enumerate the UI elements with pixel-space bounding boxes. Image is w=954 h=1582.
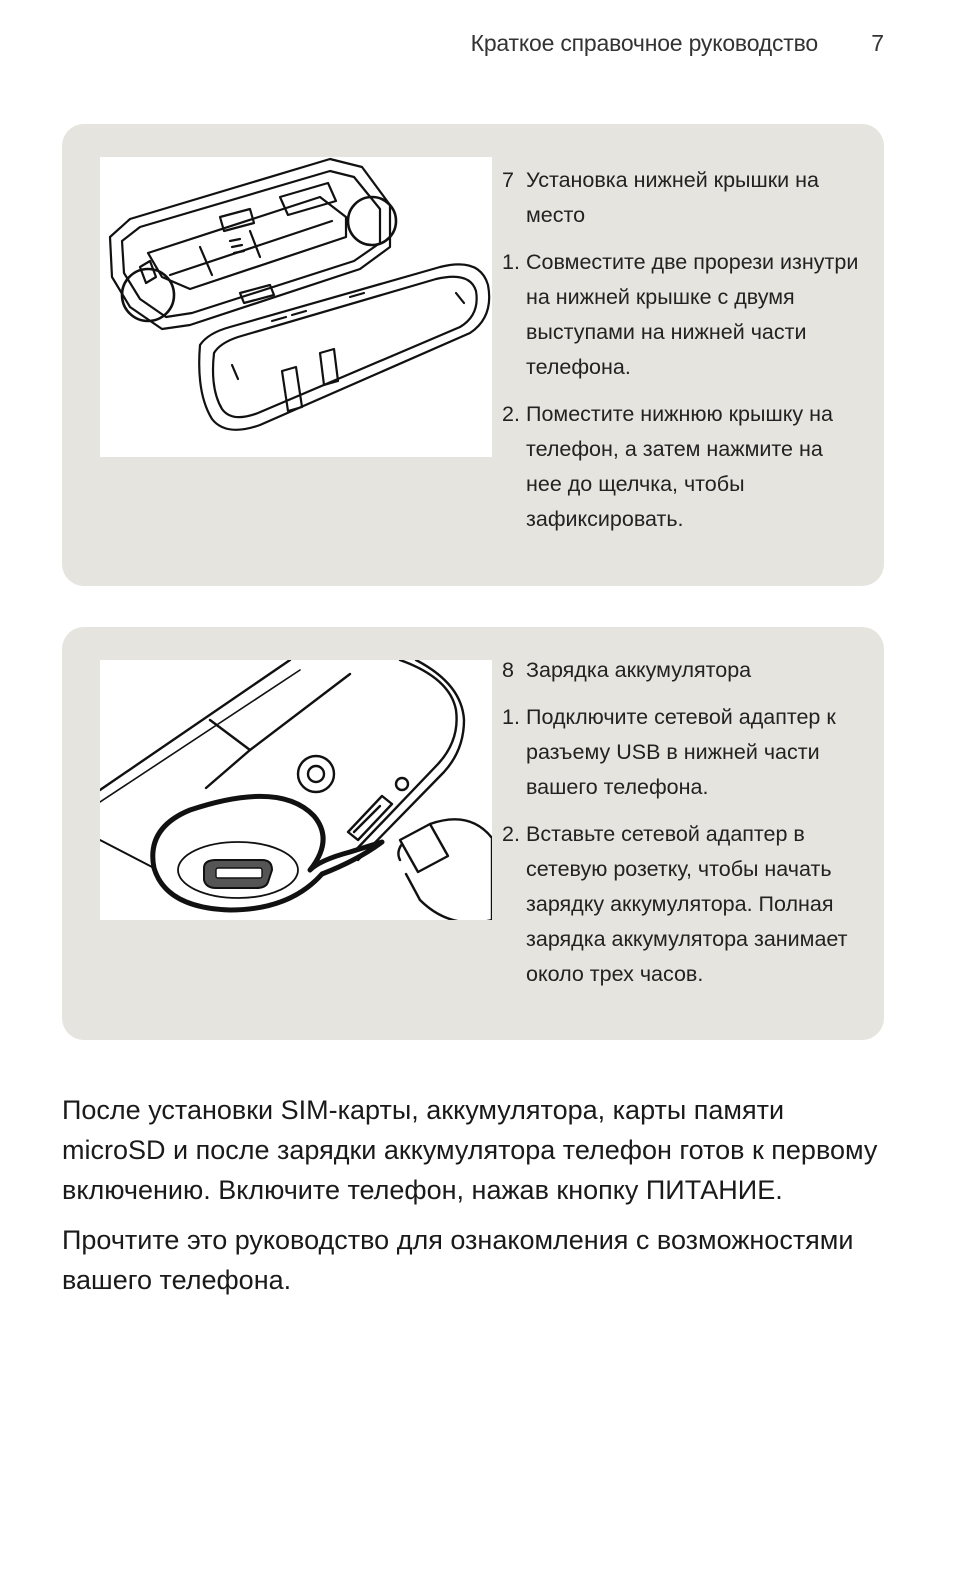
- section-8-title: Зарядка аккумулятора: [526, 658, 752, 682]
- step-number: 2.: [502, 402, 520, 426]
- section-8-step-1: [502, 700, 862, 805]
- step-number: 1.: [502, 250, 520, 274]
- page-number: 7: [871, 30, 884, 56]
- section-7-step-2: [502, 397, 862, 537]
- body-paragraph-2: Прочтите это руководство для ознакомления с возможностями вашего телефона.: [62, 1225, 854, 1295]
- step-text: Подключите сетевой адаптер к разъему USB в нижней части вашего телефона.: [526, 705, 836, 799]
- section-8-step-2: [502, 817, 862, 992]
- back-cover-illustration: [100, 157, 492, 457]
- section-7-step-1: [502, 245, 862, 385]
- section-7-panel: [62, 124, 884, 586]
- charging-illustration: [100, 660, 492, 920]
- step-text: Совместите две прорези изнутри на нижней крышке с двумя выступами на нижней части телефона.: [526, 250, 859, 379]
- section-8-steps: [502, 653, 862, 1004]
- body-paragraph-1: После установки SIM-карты, аккумулятора, карты памяти microSD и после зарядки аккумулятора телефон готов к первому включению. Включите телефон, нажав кнопку ПИТАНИЕ.: [62, 1095, 878, 1205]
- step-text: Поместите нижнюю крышку на телефон, а затем нажмите на нее до щелчка, чтобы зафиксировать.: [526, 402, 833, 531]
- step-number: 1.: [502, 705, 520, 729]
- section-7-heading: [502, 163, 862, 233]
- step-number: 2.: [502, 822, 520, 846]
- page-header: [0, 30, 954, 64]
- section-8-panel: [62, 627, 884, 1040]
- section-7-title: Установка нижней крышки на место: [526, 168, 819, 227]
- step-text: Вставьте сетевой адаптер в сетевую розетку, чтобы начать зарядку аккумулятора. Полная зарядка аккумулятора занимает около трех часов.: [526, 822, 848, 986]
- section-8-heading: [502, 653, 862, 688]
- section-8-number: 8: [502, 658, 514, 682]
- section-7-steps: [502, 163, 862, 549]
- section-7-number: 7: [502, 168, 514, 192]
- header-title: Краткое справочное руководство: [470, 30, 818, 56]
- usb-charging-drawing: [100, 660, 492, 920]
- phone-cover-drawing: [100, 157, 492, 457]
